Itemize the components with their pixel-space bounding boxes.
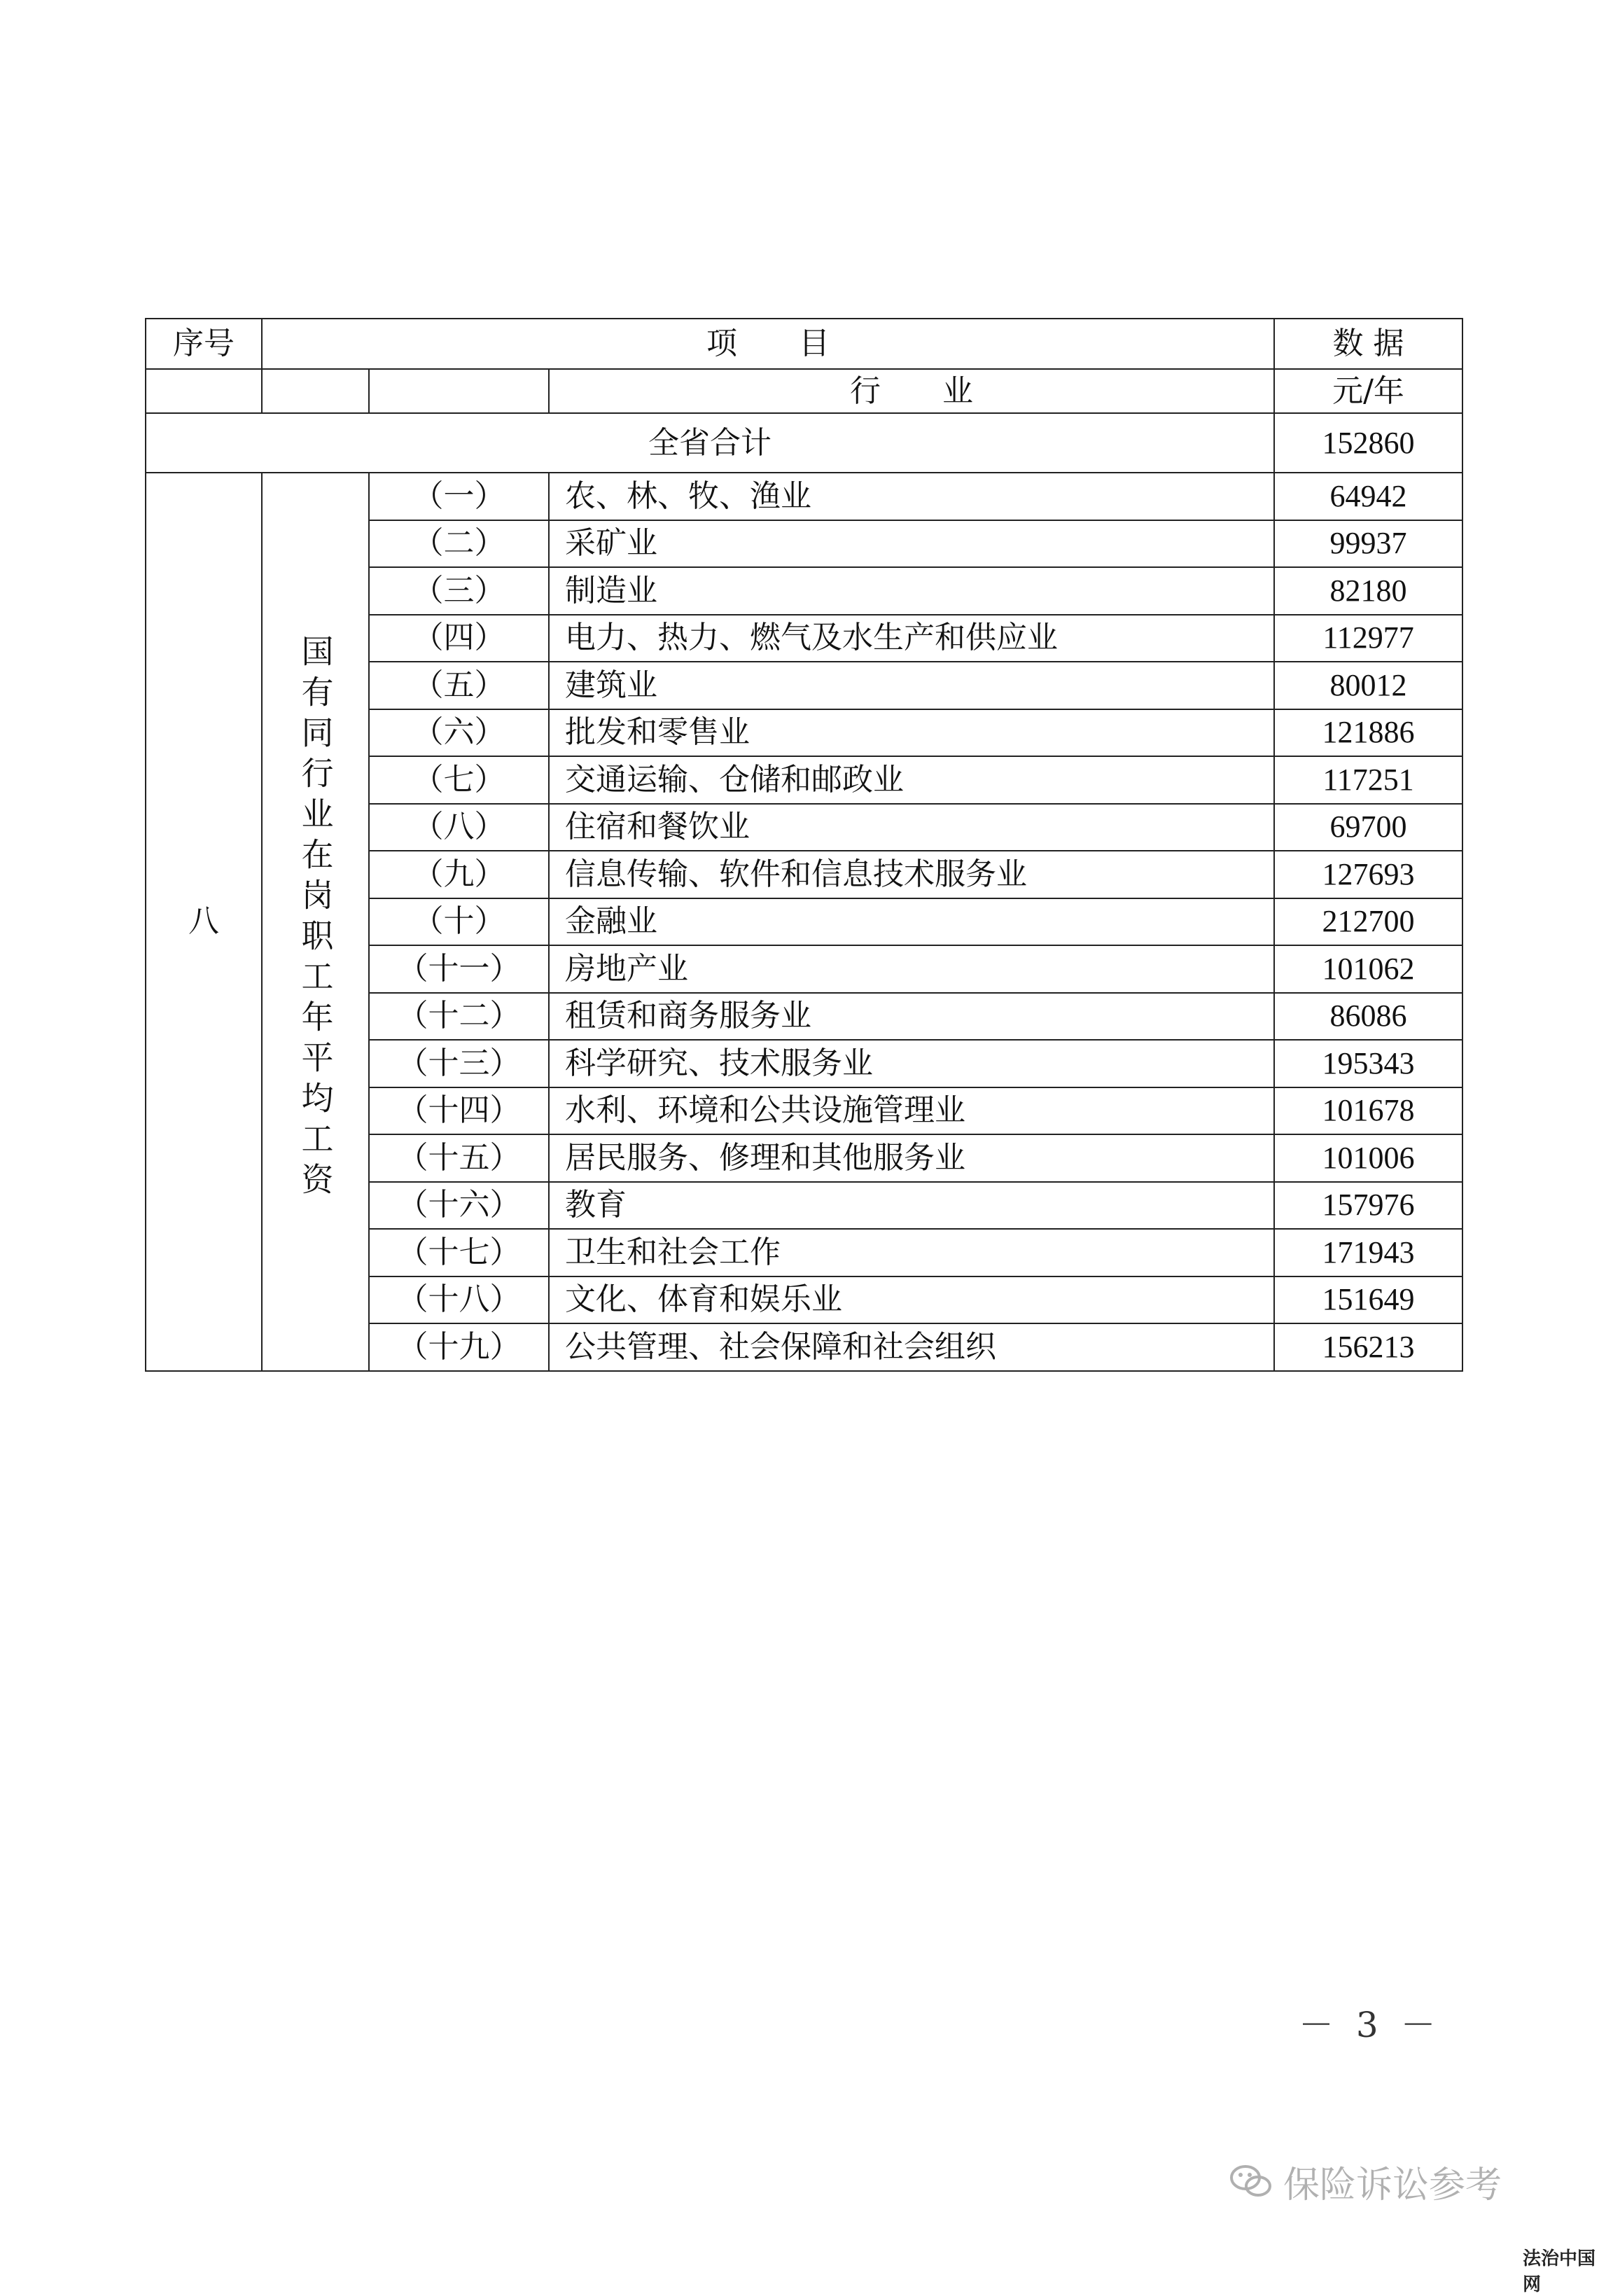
empty-cell [262, 369, 369, 413]
industry-name: 教育 [549, 1182, 1274, 1230]
row-number: （四） [369, 615, 549, 662]
row-number: （十四） [369, 1087, 549, 1135]
row-number: （六） [369, 709, 549, 757]
row-number: （九） [369, 851, 549, 898]
wage-value: 69700 [1274, 804, 1462, 851]
industry-name: 租赁和商务服务业 [549, 993, 1274, 1041]
wechat-watermark [1229, 2155, 1502, 2208]
industry-name: 建筑业 [549, 662, 1274, 709]
wage-value: 117251 [1274, 756, 1462, 804]
site-watermark: 法治中国网 [1523, 2248, 1596, 2295]
industry-name: 交通运输、仓储和邮政业 [549, 756, 1274, 804]
header-row [146, 319, 1462, 369]
industry-header: 行 业 [549, 369, 1274, 413]
row-number: （七） [369, 756, 549, 804]
row-number: （三） [369, 567, 549, 615]
wage-value: 195343 [1274, 1040, 1462, 1087]
unit-header: 元/年 [1274, 369, 1462, 413]
wechat-account-name: 保险诉讼参考 [1283, 2164, 1502, 2206]
industry-name: 批发和零售业 [549, 709, 1274, 757]
industry-name: 信息传输、软件和信息技术服务业 [549, 851, 1274, 898]
seq-header: 序号 [146, 319, 262, 369]
wage-value: 156213 [1274, 1323, 1462, 1371]
industry-name: 采矿业 [549, 520, 1274, 568]
wage-value: 101678 [1274, 1087, 1462, 1135]
row-number: （十九） [369, 1323, 549, 1371]
total-label: 全省合计 [146, 413, 1274, 473]
wage-value: 121886 [1274, 709, 1462, 757]
wage-value: 127693 [1274, 851, 1462, 898]
industry-name: 金融业 [549, 898, 1274, 946]
industry-name: 住宿和餐饮业 [549, 804, 1274, 851]
empty-cell [369, 369, 549, 413]
row-number: （十一） [369, 945, 549, 993]
wage-value: 82180 [1274, 567, 1462, 615]
wage-value: 212700 [1274, 898, 1462, 946]
empty-cell [146, 369, 262, 413]
industry-name: 农、林、牧、渔业 [549, 473, 1274, 520]
page-number: － 3 － [1299, 2005, 1441, 2045]
item-header: 项 目 [262, 319, 1274, 369]
row-number: （十二） [369, 993, 549, 1041]
row-number: （十七） [369, 1229, 549, 1276]
industry-name: 科学研究、技术服务业 [549, 1040, 1274, 1087]
industry-name: 房地产业 [549, 945, 1274, 993]
subheader-row [146, 369, 1462, 413]
row-number: （一） [369, 473, 549, 520]
row-number: （八） [369, 804, 549, 851]
industry-name: 制造业 [549, 567, 1274, 615]
wage-value: 157976 [1274, 1182, 1462, 1230]
industry-name: 居民服务、修理和其他服务业 [549, 1134, 1274, 1182]
wage-value: 64942 [1274, 473, 1462, 520]
row-number: （十六） [369, 1182, 549, 1230]
row-number: （二） [369, 520, 549, 568]
row-number: （十） [369, 898, 549, 946]
total-row [146, 413, 1462, 473]
wage-value: 171943 [1274, 1229, 1462, 1276]
industry-name: 电力、热力、燃气及水生产和供应业 [549, 615, 1274, 662]
industry-name: 水利、环境和公共设施管理业 [549, 1087, 1274, 1135]
group-title: 国有同行业在岗职工年平均工资 [296, 634, 335, 1204]
wage-value: 80012 [1274, 662, 1462, 709]
wage-table [145, 318, 1463, 1372]
wage-value: 101062 [1274, 945, 1462, 993]
total-value: 152860 [1274, 413, 1462, 473]
table-row [146, 473, 1462, 520]
wage-value: 99937 [1274, 520, 1462, 568]
row-number: （十三） [369, 1040, 549, 1087]
wage-value: 86086 [1274, 993, 1462, 1041]
wage-value: 112977 [1274, 615, 1462, 662]
wage-value: 151649 [1274, 1276, 1462, 1324]
wage-value: 101006 [1274, 1134, 1462, 1182]
group-title-cell [262, 473, 369, 1371]
data-header: 数 据 [1274, 319, 1462, 369]
group-seq: 八 [146, 473, 262, 1371]
row-number: （十八） [369, 1276, 549, 1324]
industry-name: 文化、体育和娱乐业 [549, 1276, 1274, 1324]
industry-name: 卫生和社会工作 [549, 1229, 1274, 1276]
row-number: （十五） [369, 1134, 549, 1182]
wechat-icon [1229, 2162, 1273, 2201]
row-number: （五） [369, 662, 549, 709]
industry-name: 公共管理、社会保障和社会组织 [549, 1323, 1274, 1371]
